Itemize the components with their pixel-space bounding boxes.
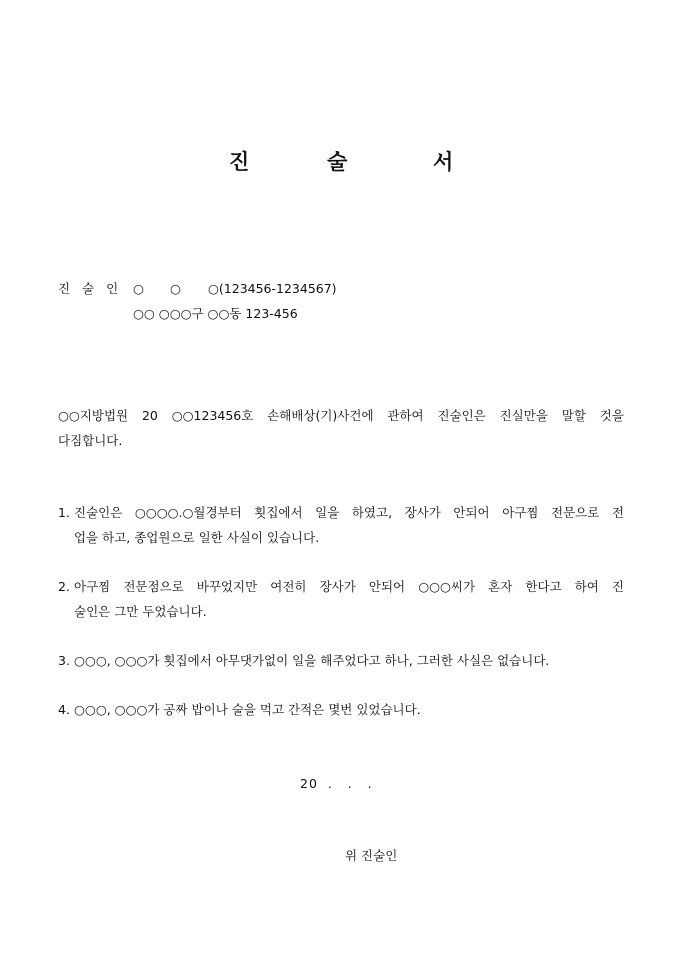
- item-word: 횟집에서: [254, 505, 303, 520]
- item-line-2: 술인은 그만 두었습니다.: [74, 604, 207, 619]
- intro-paragraph: [58, 403, 624, 453]
- item-word: 일을: [315, 505, 340, 520]
- item-word: 바꾸었지만: [196, 579, 258, 594]
- intro-word: 것을: [599, 408, 624, 423]
- document-title: [0, 146, 680, 176]
- intro-word: 진실만을: [499, 408, 548, 423]
- item-word: 여전히: [270, 579, 307, 594]
- applicant-name-part-2: ○: [170, 281, 181, 296]
- item-word: 혼자: [488, 579, 513, 594]
- item-word: 하였고,: [351, 505, 393, 520]
- intro-word: 관하여: [387, 408, 424, 423]
- intro-line-1: [58, 403, 624, 428]
- statement-item-2: [58, 574, 624, 624]
- item-number: 1.: [58, 505, 70, 520]
- item-word: 한다고: [525, 579, 562, 594]
- intro-word: 20: [141, 408, 158, 423]
- item-word: 진술인은: [74, 505, 123, 520]
- intro-word: 손해배상(기)사건에: [267, 408, 374, 423]
- statement-item-3: [58, 648, 624, 673]
- item-line-1: ○○○, ○○○가 횟집에서 아무댓가없이 일을 해주었다고 하나, 그러한 사실은 없습니다.: [74, 653, 550, 668]
- applicant-name-part-1: ○: [133, 281, 144, 296]
- item-word: 전문으로: [551, 505, 600, 520]
- item-line-1: [74, 574, 624, 599]
- applicant-address: ○○ ○○○구 ○○동 123-456: [133, 306, 298, 321]
- item-word: ○○○○.○월경부터: [134, 505, 242, 520]
- item-number: 4.: [58, 702, 70, 717]
- applicant-label: 진 술 인: [58, 281, 123, 296]
- intro-word: 말할: [561, 408, 586, 423]
- item-word: 전: [611, 505, 624, 520]
- item-word: 안되어: [368, 579, 406, 594]
- item-word: ○○○씨가: [418, 579, 476, 594]
- item-word: 하여: [574, 579, 599, 594]
- intro-word: ○○123456호: [171, 408, 254, 423]
- intro-line-2: 다짐합니다.: [58, 433, 123, 448]
- applicant-name-part-3: ○(123456-1234567): [208, 281, 337, 296]
- item-word: 장사가: [404, 505, 441, 520]
- statement-item-1: [58, 500, 624, 550]
- item-word: 장사가: [319, 579, 356, 594]
- item-line-1: [74, 500, 624, 525]
- title-char-2: 술: [327, 150, 348, 174]
- item-word: 아구찜: [502, 505, 539, 520]
- title-char-3: 서: [433, 150, 454, 174]
- item-word: 아구찜: [74, 579, 111, 594]
- item-line-1: ○○○, ○○○가 공짜 밥이나 술을 먹고 간적은 몇번 있었습니다.: [74, 702, 421, 717]
- item-word: 안되어: [453, 505, 490, 520]
- statement-item-4: [58, 697, 624, 722]
- intro-word: 진술인은: [437, 408, 486, 423]
- title-char-1: 진: [229, 150, 250, 174]
- signer-label: 위 진술인: [345, 848, 398, 863]
- item-number: 2.: [58, 579, 70, 594]
- item-word: 전문점으로: [123, 579, 184, 594]
- item-line-2: 업을 하고, 종업원으로 일한 사실이 있습니다.: [74, 530, 320, 545]
- document-date: 20 . . .: [300, 776, 373, 791]
- item-number: 3.: [58, 653, 70, 668]
- intro-word: ○○지방법원: [58, 408, 129, 423]
- item-word: 진: [611, 579, 624, 594]
